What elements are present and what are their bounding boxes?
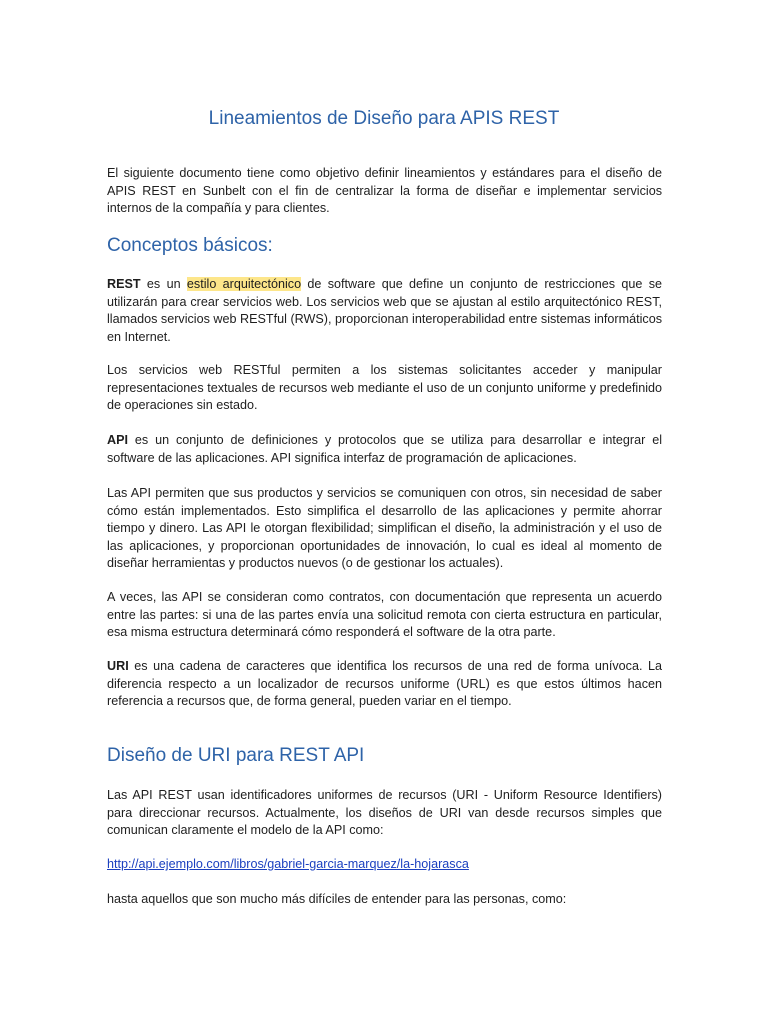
rest-definition-paragraph [107,276,662,346]
api-contracts-paragraph: A veces, las API se consideran como contratos, con documentación que representa un acuerdo entre las partes: si una de las partes envía una solicitud remota con cierta estructura en particular, esa misma estructura determinará cómo responderá el software de la otra parte. [107,590,662,640]
api-benefits-paragraph: Las API permiten que sus productos y servicios se comuniquen con otros, sin necesidad de saber cómo están implementados. Esto simplifica el desarrollo de las aplicaciones y permite ahorrar tiempo y dinero. Las API le otorgan flexibilidad; simplifican el diseño, la administración y el uso de las aplicaciones, y proporcionan oportunidades de innovación, lo cual es ideal al momento de diseñar herramientas y productos nuevos (o de gestionar los actuales). [107,486,662,571]
uri-design-paragraph: Las API REST usan identificadores uniformes de recursos (URI - Uniform Resource Identifiers) para direccionar recursos. Actualmente, los diseños de URI van desde recursos simples que comunican claramente el modelo de la API como: [107,788,662,838]
term-api: API [107,433,128,447]
restful-paragraph: Los servicios web RESTful permiten a los sistemas solicitantes acceder y manipular representaciones textuales de recursos web mediante el uso de un conjunto uniforme y predefinido de operaciones sin estado. [107,363,662,413]
intro-paragraph: El siguiente documento tiene como objetivo definir lineamientos y estándares para el diseño de APIS REST en Sunbelt con el fin de centralizar la forma de diseñar e implementar servicios internos de la compañía y para clientes. [107,166,662,216]
term-uri: URI [107,659,129,673]
api-definition-paragraph [107,432,662,467]
highlighted-term: estilo arquitectónico [186,277,302,291]
uri-definition-text: es una cadena de caracteres que identifica los recursos de una red de forma unívoca. La diferencia respecto a un localizador de recursos uniforme (URL) es que estos últimos hacen referencia a recursos que, de forma general, pueden variar en el tiempo. [107,659,662,709]
term-rest: REST [107,277,141,291]
example-uri-link[interactable]: http://api.ejemplo.com/libros/gabriel-garcia-marquez/la-hojarasca [107,857,469,871]
rest-definition-text: de software que define un conjunto de restricciones que se utilizarán para crear servicios web. Los servicios web que se ajustan al estilo arquitectónico REST, llamados servicios web RESTful (RWS), proporcionan interoperabilidad entre sistemas informáticos en Internet. [107,277,662,344]
example-link-paragraph [107,856,662,874]
uri-definition-paragraph [107,658,662,711]
complex-uri-intro-paragraph: hasta aquellos que son mucho más difíciles de entender para las personas, como: [107,892,567,906]
api-definition-text: es un conjunto de definiciones y protocolos que se utiliza para desarrollar e integrar el software de las aplicaciones. API significa interfaz de programación de aplicaciones. [107,433,662,465]
document-title: Lineamientos de Diseño para APIS REST [208,108,560,129]
section-heading-diseno: Diseño de URI para REST API [107,745,365,766]
rest-definition-connector: es un [140,277,187,291]
section-heading-conceptos: Conceptos básicos: [107,235,273,256]
